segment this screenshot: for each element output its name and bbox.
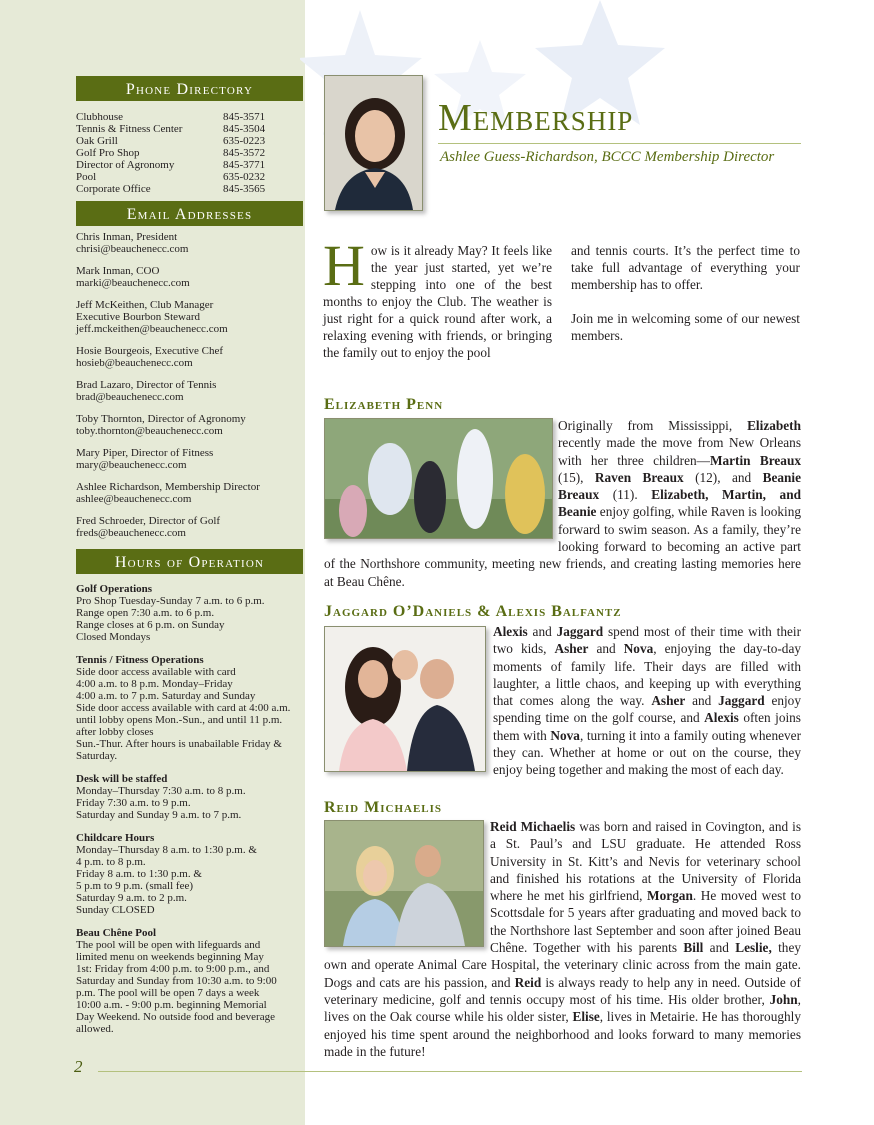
email-contact-name: Ashlee Richardson, Membership Director <box>76 481 260 493</box>
bio-highlight-name: Jaggard <box>718 693 765 709</box>
intro-column-1 <box>323 233 552 361</box>
hours-group-title: Beau Chêne Pool <box>76 927 157 939</box>
phone-directory-name: Tennis & Fitness Center <box>76 123 183 135</box>
email-contact-title: Executive Bourbon Steward <box>76 311 201 323</box>
email-entry <box>76 265 303 289</box>
email-entry <box>76 515 303 539</box>
email-entry <box>76 447 303 471</box>
phone-number: 635-0223 <box>223 135 266 147</box>
phone-directory-name: Director of Agronomy <box>76 159 175 171</box>
hours-line: 4:00 a.m. to 8 p.m. Monday–Friday <box>76 678 233 690</box>
bio-text: often joins them with <box>493 710 801 743</box>
bio-text: spend most of their time with their two kids, <box>493 624 801 657</box>
bio-highlight-name: Nova <box>550 727 580 743</box>
hours-line: 1st: Friday from 4:00 p.m. to 9:00 p.m., and <box>76 963 270 975</box>
email-contact-name: Chris Inman, President <box>76 231 178 243</box>
hours-line: Side door access available with card <box>76 666 236 678</box>
email-entry <box>76 345 303 369</box>
email-entry <box>76 413 303 437</box>
phone-directory-name: Oak Grill <box>76 135 118 147</box>
hours-list <box>76 583 303 1035</box>
hours-group <box>76 583 303 643</box>
email-contact-name: Brad Lazaro, Director of Tennis <box>76 379 217 391</box>
member-name-michaelis: Reid Michaelis <box>324 799 443 816</box>
hours-line: Monday–Thursday 8 a.m. to 1:30 p.m. & <box>76 844 257 856</box>
hours-line: Saturday. <box>76 750 118 762</box>
email-address: chrisi@beauchenecc.com <box>76 243 189 255</box>
bio-text: (11). <box>599 487 652 503</box>
email-addresses-heading: Email Addresses <box>76 201 303 226</box>
member-name-odaniels-balfantz: Jaggard O’Daniels & Alexis Balfantz <box>324 603 622 620</box>
hours-line: The pool will be open with lifeguards and <box>76 939 261 951</box>
footer-rule <box>98 1071 802 1072</box>
bio-text: , lives in Metairie. He has thoroughly enjoyed his time spent around the neighborhood and looks forward to many memories made in the future! <box>324 1009 801 1059</box>
hours-line: 5 p.m to 9 p.m. (small fee) <box>76 880 194 892</box>
hours-group-title: Desk will be staffed <box>76 773 168 785</box>
hours-group-title: Childcare Hours <box>76 832 155 844</box>
phone-number: 845-3572 <box>223 147 266 159</box>
odaniels-family-photo <box>324 626 486 772</box>
hours-line: Side door access available with card at 4:00 a.m. <box>76 702 291 714</box>
phone-directory-row <box>76 183 303 195</box>
email-contact-name: Fred Schroeder, Director of Golf <box>76 515 221 527</box>
hours-line: Friday 8 a.m. to 1:30 p.m. & <box>76 868 202 880</box>
hours-line: after lobby closes <box>76 726 154 738</box>
bio-text: was born and raised in Covington, and is a St. Paul’s and LSU graduate. He attended Ross University in St. Kitt’s and Nevis for veterinary school and finished his rotations at the University of Florida where he met his girlfriend, <box>490 819 801 904</box>
email-entry <box>76 379 303 403</box>
hours-line: Range open 7:30 a.m. to 6 p.m. <box>76 607 215 619</box>
phone-number: 635-0232 <box>223 171 266 183</box>
bio-highlight-name: Elise <box>572 1009 600 1025</box>
bio-text: and <box>685 693 719 709</box>
hours-line: Closed Mondays <box>76 631 151 643</box>
bio-text: enjoy golfing, while Raven is looking forward to swim season. As a family, they’re looking forward to becoming an active part of the Northshore community, meeting new friends, and creating lasting memories here at Beau Chêne. <box>324 504 801 589</box>
bio-text: recently made the move from New Orleans with her three children— <box>558 435 801 468</box>
director-photo <box>324 75 423 211</box>
bio-highlight-name: Alexis <box>704 710 739 726</box>
email-address: marki@beauchenecc.com <box>76 277 190 289</box>
email-address: mary@beauchenecc.com <box>76 459 187 471</box>
hours-line: Saturday and Sunday from 10:30 a.m. to 9:00 <box>76 975 277 987</box>
email-address-list <box>76 231 303 539</box>
hours-group <box>76 773 303 821</box>
hours-line: Friday 7:30 a.m. to 9 p.m. <box>76 797 191 809</box>
bio-text: Originally from Mississippi, <box>558 418 748 433</box>
hours-line: Day Weekend. No outside food and beverage <box>76 1011 275 1023</box>
hours-line: allowed. <box>76 1023 114 1035</box>
email-contact-name: Toby Thornton, Director of Agronomy <box>76 413 246 425</box>
hours-line: Saturday 9 a.m. to 2 p.m. <box>76 892 187 904</box>
intro-paragraph-2: and tennis courts. It’s the perfect time to take full advantage of everything your membership has to offer. <box>571 243 800 292</box>
phone-directory-name: Pool <box>76 171 97 183</box>
bio-text: is always ready to help any in need. Outside of veterinary medicine, golf and tennis occupy most of his time. His older brother, <box>324 974 801 1007</box>
hours-line: 10:00 a.m. - 9:00 p.m. beginning Memorial <box>76 999 267 1011</box>
title-rule <box>438 143 801 144</box>
email-contact-name: Jeff McKeithen, Club Manager <box>76 299 214 311</box>
hours-line: Range closes at 6 p.m. on Sunday <box>76 619 225 631</box>
email-contact-name: Mark Inman, COO <box>76 265 160 277</box>
phone-directory-name: Corporate Office <box>76 183 151 195</box>
bio-highlight-name: Raven Breaux <box>594 469 684 485</box>
hours-line: 4:00 a.m. to 7 p.m. Saturday and Sunday <box>76 690 256 702</box>
bio-highlight-name: Morgan <box>647 888 693 904</box>
phone-number: 845-3504 <box>223 123 266 135</box>
bio-highlight-name: Leslie, <box>735 940 772 956</box>
hours-line: p.m. The pool will be open 7 days a week <box>76 987 260 999</box>
hours-group <box>76 927 303 1035</box>
hours-line: Sunday CLOSED <box>76 904 155 916</box>
bio-highlight-name: Elizabeth <box>747 418 801 433</box>
intro-paragraph-1: ow is it already May? It feels like the year just started, yet we’re stepping into one of the best months to enjoy the Club. The weather is just right for a quick round after work, a relaxing evening with friends, or bringing the family out to enjoy the pool <box>323 243 552 360</box>
hours-line: Saturday and Sunday 9 a.m. to 7 p.m. <box>76 809 242 821</box>
bio-text: , turning it into a family outing whenever they can. Whether at home or out on the course, they enjoy being together and making the most of each day. <box>493 727 801 778</box>
intro-paragraph-3: Join me in welcoming some of our newest members. <box>571 311 800 343</box>
hours-line: Monday–Thursday 7:30 a.m. to 8 p.m. <box>76 785 246 797</box>
bio-highlight-name: Alexis <box>493 624 528 639</box>
phone-directory-heading: Phone Directory <box>76 76 303 101</box>
drop-cap: H <box>323 233 365 298</box>
email-address: toby.thornton@beauchenecc.com <box>76 425 223 437</box>
hours-line: Sun.-Thur. After hours is unabailable Friday & <box>76 738 282 750</box>
email-address: ashlee@beauchenecc.com <box>76 493 192 505</box>
phone-directory-list <box>76 111 303 195</box>
phone-directory-row <box>76 135 303 147</box>
member-bio-odaniels-balfantz <box>493 623 801 779</box>
bio-highlight-name: Nova <box>623 641 654 657</box>
bio-text: (12), and <box>683 469 763 485</box>
bio-highlight-name: Bill <box>683 940 704 956</box>
email-entry <box>76 299 303 335</box>
bio-highlight-name: John <box>769 991 798 1007</box>
phone-number: 845-3571 <box>223 111 266 123</box>
member-name-penn: Elizabeth Penn <box>324 396 444 413</box>
hours-group-title: Tennis / Fitness Operations <box>76 654 204 666</box>
bio-highlight-name: Asher <box>554 641 589 657</box>
page-number: 2 <box>74 1057 83 1076</box>
email-address: freds@beauchenecc.com <box>76 527 186 539</box>
phone-directory-row <box>76 159 303 171</box>
phone-directory-row <box>76 111 303 123</box>
hours-group <box>76 832 303 916</box>
phone-number: 845-3771 <box>223 159 266 171</box>
bio-text: and <box>703 940 736 956</box>
bio-text: and <box>588 641 624 657</box>
bio-text: . He moved west to Scottsdale for 5 years after graduating and moved back to the Northshore last September and soon after joined Beau Chêne. Together with his parents <box>490 888 801 956</box>
hours-heading: Hours of Operation <box>76 549 303 574</box>
hours-group-title: Golf Operations <box>76 583 153 595</box>
article-byline: Ashlee Guess-Richardson, BCCC Membership Director <box>440 149 775 165</box>
phone-directory-row <box>76 147 303 159</box>
bio-highlight-name: Reid <box>514 974 542 990</box>
member-bio-michaelis <box>324 818 801 1060</box>
email-address: jeff.mckeithen@beauchenecc.com <box>76 323 228 335</box>
bio-highlight-name: Reid Michaelis <box>490 819 576 834</box>
bio-text: , lives on the Oak course while his older sister, <box>324 991 801 1025</box>
phone-directory-name: Golf Pro Shop <box>76 147 140 159</box>
bio-text: and <box>527 624 557 639</box>
email-contact-name: Hosie Bourgeois, Executive Chef <box>76 345 224 357</box>
bio-text: they own and operate Animal Care Hospital, the veterinary clinic across from the main gate. Dogs and cats are his passion, and <box>324 940 801 990</box>
bio-text: (15), <box>558 469 595 485</box>
hours-group <box>76 654 303 762</box>
hours-line: until lobby opens Mon.-Sun., and until 11 p.m. <box>76 714 283 726</box>
bio-text: , enjoying the day-to-day moments of family life. Their days are filled with laughter, a little chaos, and keeping up with everything that comes along the way. <box>493 641 801 709</box>
email-entry <box>76 231 303 255</box>
bio-highlight-name: Asher <box>651 693 686 709</box>
phone-directory-name: Clubhouse <box>76 111 124 123</box>
bio-highlight-name: Beanie Breaux <box>558 469 801 503</box>
email-entry <box>76 481 303 505</box>
phone-directory-row <box>76 171 303 183</box>
hours-line: limited menu on weekends beginning May <box>76 951 264 963</box>
email-address: brad@beauchenecc.com <box>76 391 184 403</box>
article-title: Membership <box>438 97 634 139</box>
intro-column-2 <box>571 242 800 344</box>
bio-text: enjoy spending time on the golf course, and <box>493 693 801 726</box>
member-bio-paragraph <box>493 623 801 779</box>
phone-number: 845-3565 <box>223 183 266 195</box>
member-bio-penn <box>324 417 801 590</box>
sidebar <box>76 76 303 1046</box>
bio-highlight-name: Elizabeth, Martin, and Beanie <box>558 487 801 520</box>
email-contact-name: Mary Piper, Director of Fitness <box>76 447 214 459</box>
bio-highlight-name: Jaggard <box>556 624 604 639</box>
hours-line: Pro Shop Tuesday-Sunday 7 a.m. to 6 p.m. <box>76 595 265 607</box>
bio-highlight-name: Martin Breaux <box>709 452 801 468</box>
hours-line: 4 p.m. to 8 p.m. <box>76 856 146 868</box>
email-address: hosieb@beauchenecc.com <box>76 357 193 369</box>
phone-directory-row <box>76 123 303 135</box>
